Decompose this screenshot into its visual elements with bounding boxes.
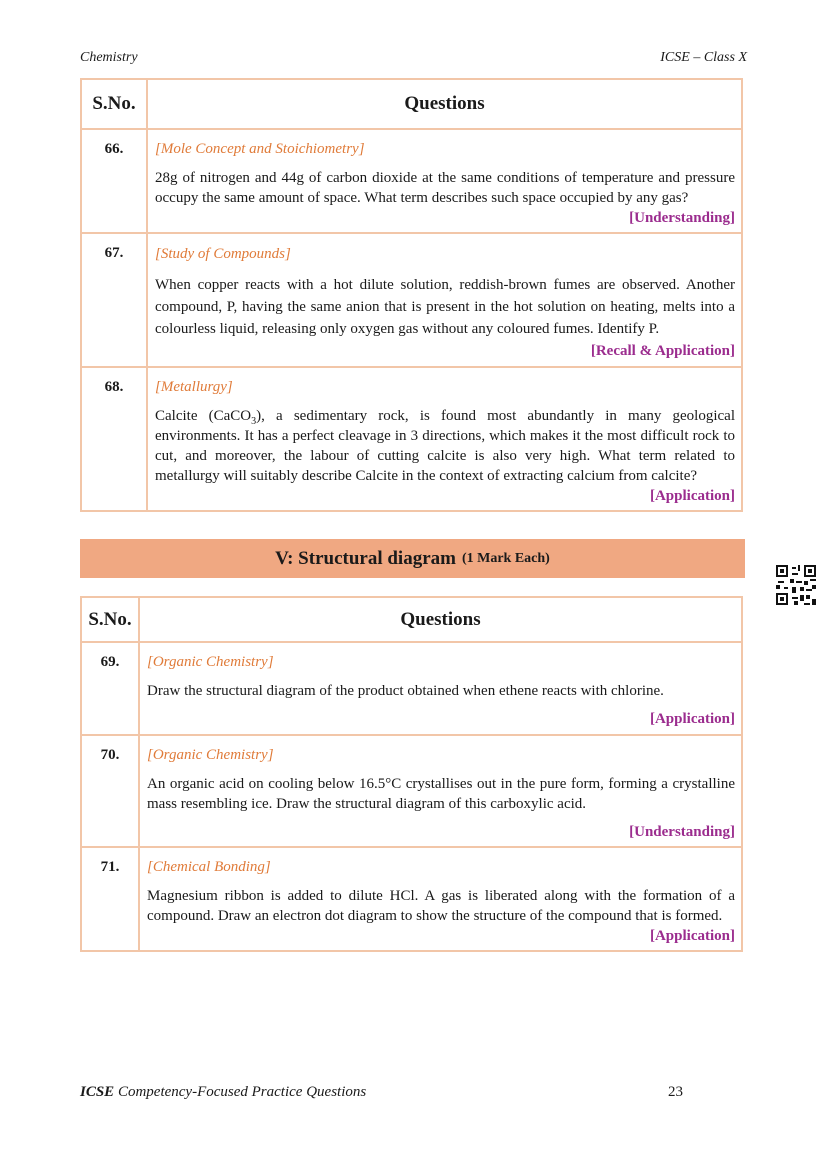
table-header-row: [81, 79, 742, 129]
sno-header: S.No.: [81, 79, 147, 129]
question-cell: [139, 847, 742, 951]
question-topic: [Organic Chemistry]: [147, 747, 274, 763]
question-body: When copper reacts with a hot dilute solution, reddish-brown fumes are observed. Another compound, P, having the same anion that is present in the hot solution on heating, melts into a colourless liquid, releasing only oxygen gas without any coloured fumes. Identify P.: [155, 277, 735, 337]
questions-table-2: [80, 596, 743, 952]
question-number: 70.: [81, 735, 139, 847]
question-topic: [Organic Chemistry]: [147, 654, 274, 670]
question-cell: [147, 233, 742, 367]
question-text: [155, 406, 735, 504]
qr-code-icon: [776, 565, 816, 605]
footer-title: [80, 1084, 366, 1101]
table-header-row: [81, 597, 742, 642]
question-topic: [Metallurgy]: [155, 379, 233, 395]
question-body: Magnesium ribbon is added to dilute HCl. A gas is liberated along with the formation of a compound. Draw an electron dot diagram to show the structure of the compound that is formed.: [147, 888, 735, 924]
table-row: [81, 735, 742, 847]
question-body-cont: ), a sedimentary rock, is found most abundantly in many geological environments. It has a perfect cleavage in 3 directions, which makes it the most difficult rock to cut, and moreover, the labour of cutting calcite is also very high. What term related to metallurgy will suitably describe Calcite in the context of extracting calcium from calcite?: [155, 408, 735, 484]
question-text: An organic acid on cooling below 16.5°C crystallises out in the pure form, forming a crystalline mass resembling ice. Draw the structural diagram of this carboxylic acid.: [147, 776, 735, 812]
section-title: V: Structural diagram: [275, 547, 456, 569]
question-number: 66.: [81, 129, 147, 233]
questions-header: Questions: [147, 79, 742, 129]
question-cell: [139, 735, 742, 847]
questions-table-1: [80, 78, 743, 512]
table-row: [81, 233, 742, 367]
header-subject: Chemistry: [80, 50, 138, 65]
question-topic: [Chemical Bonding]: [147, 859, 271, 875]
question-text: Draw the structural diagram of the product obtained when ethene reacts with chlorine.: [147, 683, 664, 699]
question-number: 69.: [81, 642, 139, 735]
section-subtitle: (1 Mark Each): [461, 550, 550, 566]
footer-brand: ICSE: [80, 1084, 115, 1100]
question-cell: [139, 642, 742, 735]
skill-tag: [Understanding]: [629, 210, 735, 226]
question-text: [147, 886, 735, 944]
table-row: [81, 129, 742, 233]
subscript: 3: [251, 416, 257, 427]
skill-tag: [Understanding]: [629, 824, 735, 840]
table-row: [81, 642, 742, 735]
question-body: Calcite (CaCO: [155, 408, 252, 424]
question-body: 28g of nitrogen and 44g of carbon dioxide at the same conditions of temperature and pressure occupy the same amount of space. What term describes such space occupied by any gas?: [155, 170, 735, 206]
question-number: 71.: [81, 847, 139, 951]
skill-tag: [Recall & Application]: [590, 343, 735, 359]
table-row: [81, 847, 742, 951]
question-cell: [147, 367, 742, 511]
question-text: [155, 168, 735, 226]
skill-tag: [Application]: [649, 488, 735, 504]
questions-header: Questions: [139, 597, 742, 642]
question-cell: [147, 129, 742, 233]
sno-header: S.No.: [81, 597, 139, 642]
page-number: 23: [668, 1084, 683, 1100]
table-row: [81, 367, 742, 511]
skill-tag: [Application]: [649, 928, 735, 944]
question-text: [155, 274, 735, 359]
question-number: 67.: [81, 233, 147, 367]
question-number: 68.: [81, 367, 147, 511]
header-class: ICSE – Class X: [660, 50, 747, 65]
skill-tag: [Application]: [649, 711, 735, 727]
footer-title-text: Competency-Focused Practice Questions: [114, 1084, 367, 1100]
question-topic: [Study of Compounds]: [155, 246, 291, 262]
section-banner: [80, 539, 745, 578]
question-topic: [Mole Concept and Stoichiometry]: [155, 141, 365, 157]
